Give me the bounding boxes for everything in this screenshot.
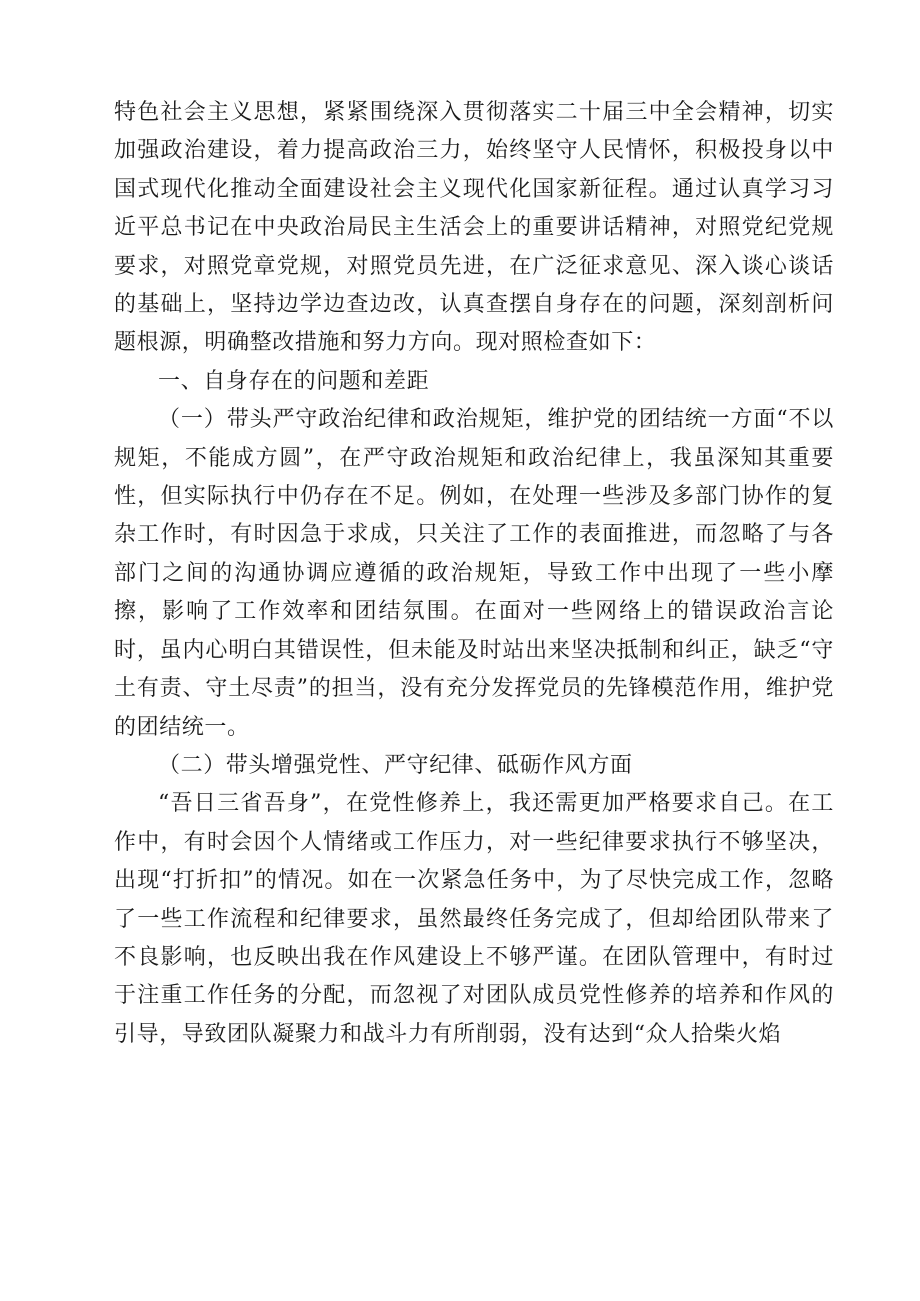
intro-paragraph: 特色社会主义思想，紧紧围绕深入贯彻落实二十届三中全会精神，切实加强政治建设，着力提高政治三力，始终坚守人民情怀，积极投身以中国式现代化推动全面建设社会主义现代化国家新征程。通过认真学习习近平总书记在中央政治局民主生活会上的重要讲话精神，对照党纪党规要求，对照党章党规，对照党员先进，在广泛征求意见、深入谈心谈话的基础上，坚持边学边查边改，认真查摆自身存在的问题，深刻剖析问题根源，明确整改措施和努力方向。现对照检查如下： — [114, 100, 834, 356]
subsection-heading-2: （二）带头增强党性、严守纪律、砥砺作风方面 — [158, 752, 633, 778]
section-heading: 一、自身存在的问题和差距 — [158, 368, 430, 394]
subsection-paragraph-1: （一）带头严守政治纪律和政治规矩，维护党的团结统一方面“不以规矩，不能成方圆”，在严守政治规矩和政治纪律上，我虽深知其重要性，但实际执行中仍存在不足。例如，在处理一些涉及多部门协作的复杂工作时，有时因急于求成，只关注了工作的表面推进，而忽略了与各部门之间的沟通协调应遵循的政治规矩，导致工作中出现了一些小摩擦，影响了工作效率和团结氛围。在面对一些网络上的错误政治言论时，虽内心明白其错误性，但未能及时站出来坚决抵制和纠正，缺乏“守土有责、守土尽责”的担当，没有充分发挥党员的先锋模范作用，维护党的团结统一。 — [114, 407, 834, 740]
subsection-paragraph-2: “吾日三省吾身”，在党性修养上，我还需更加严格要求自己。在工作中，有时会因个人情绪或工作压力，对一些纪律要求执行不够坚决，出现“打折扣”的情况。如在一次紧急任务中，为了尽快完成工作，忽略了一些工作流程和纪律要求，虽然最终任务完成了，但却给团队带来了不良影响，也反映出我在作风建设上不够严谨。在团队管理中，有时过于注重工作任务的分配，而忽视了对团队成员党性修养的培养和作风的引导，导致团队凝聚力和战斗力有所削弱，没有达到“众人拾柴火焰 — [114, 791, 834, 1047]
document-body — [114, 94, 834, 1054]
